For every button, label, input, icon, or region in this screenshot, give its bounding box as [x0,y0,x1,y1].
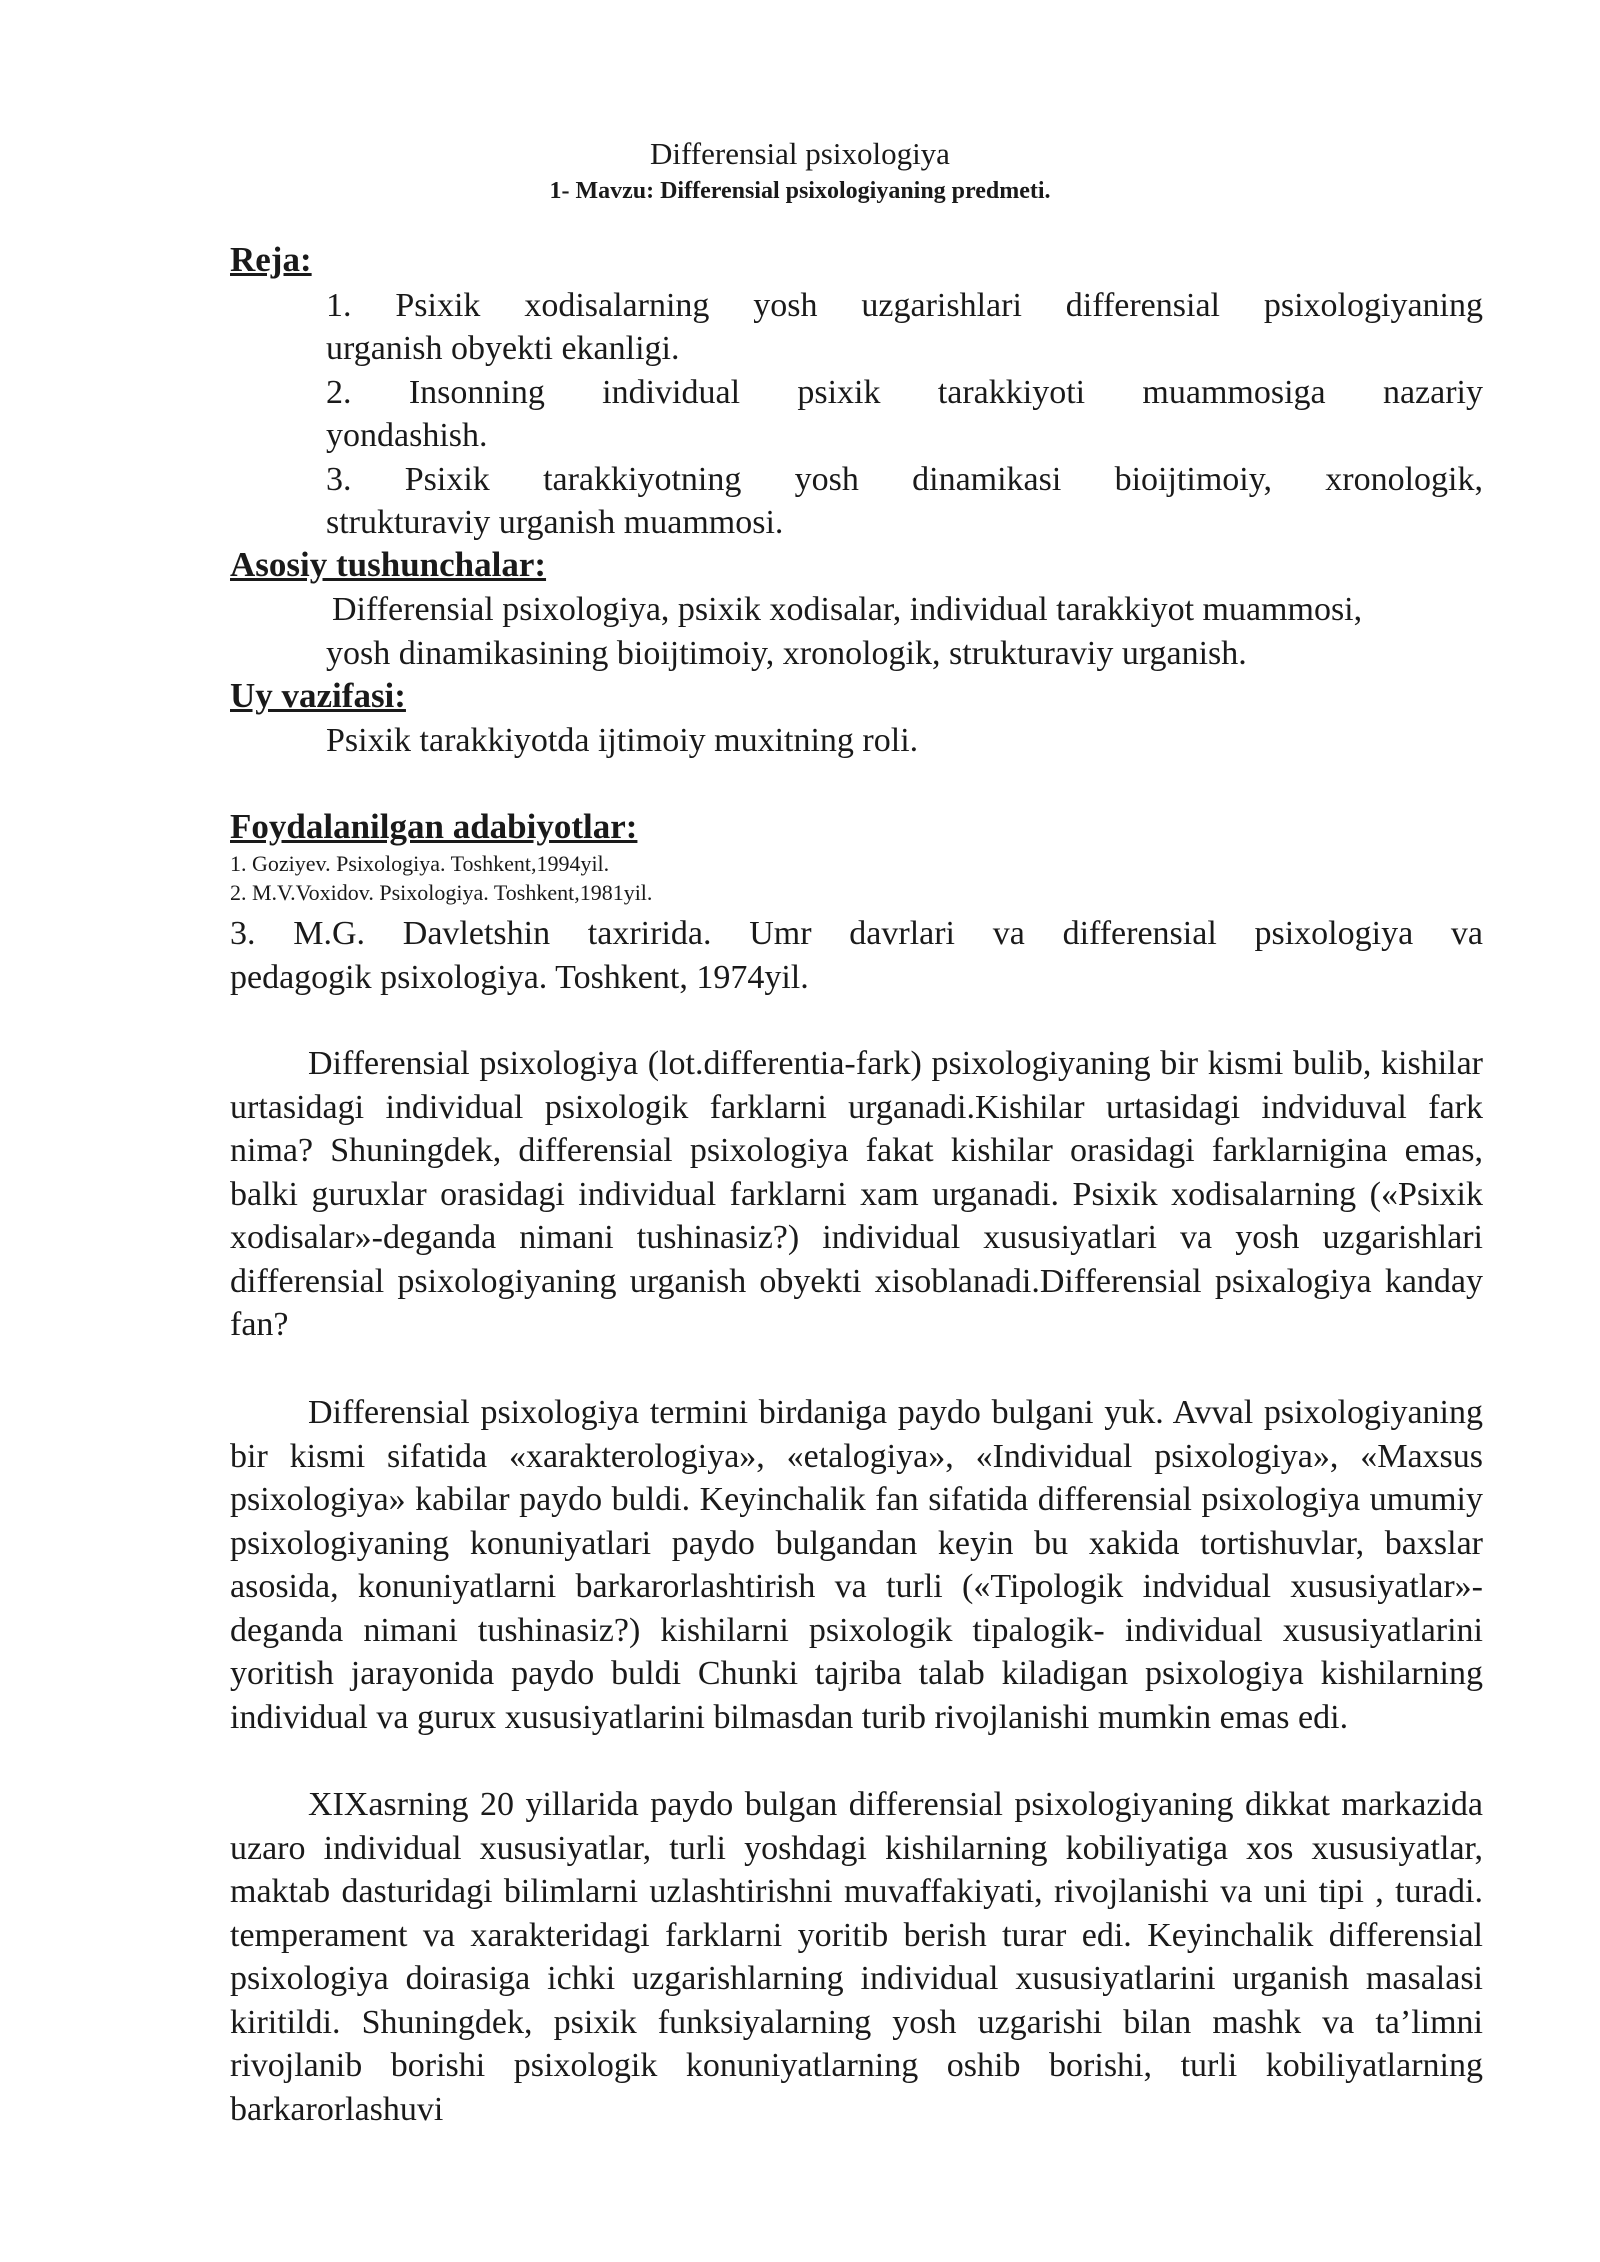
plan-heading: Reja: [230,240,312,279]
body-paragraph [230,1391,1483,1739]
plan-line: strukturaviy urganish muammosi. [326,504,784,541]
reference-item: 3. M.G. Davletshin taxririda. Umr davrlari va differensial psixologiya va [230,915,1483,952]
paragraph-text: Differensial psixologiya (lot.differentia-fark) psixologiyaning bir kismi bulib, kishilar urtasidagi individual psixologik farklarni urganadi.Kishilar urtasidagi indviduval fark nima? Shuningdek, differensial psixologiya fakat kishilar orasidagi farklarnigina emas, balki guruxlar orasidagi individual farklarni xam urganadi. Psixik xodisalarning («Psixik xodisalar»-deganda nimani tushinasiz?) individual xususiyatlari va yosh uzgarishlari differensial psixologiyaning urganish obyekti xisoblanadi.Differensial psixalogiya kanday fan? [230,1045,1483,1343]
concepts-line: yosh dinamikasining bioijtimoiy, xronologik, strukturaviy urganish. [326,635,1247,672]
plan-line: yondashish. [326,417,488,454]
body-paragraph [230,1783,1483,2131]
plan-line: urganish obyekti ekanligi. [326,330,680,367]
reference-item: 1. Goziyev. Psixologiya. Toshkent,1994yil. [230,851,610,876]
paragraph-text: XIXasrning 20 yillarida paydo bulgan differensial psixologiyaning dikkat markazida uzaro individual xususiyatlar, turli yoshdagi kishilarning kobiliyatiga xos xususiyatlar, maktab dasturidagi bilimlarni uzlashtirishni muvaffakiyati, rivojlanishi va uni tipi , turadi. temperament va xarakteridagi farklarni yoritib berish turar edi. Keyinchalik differensial psixologiya doirasiga ichki uzgarishlarning individual xususiyatlarini urganish masalasi kiritildi. Shuningdek, psixik funksiyalarning yosh uzgarishi bilan mashk va ta’limni rivojlanib borishi psixologik konuniyatlarning oshib borishi, turli kobiliyatlarning barkarorlashuvi [230,1786,1483,2128]
concepts-heading: Asosiy tushunchalar: [230,545,547,584]
plan-line: 3. Psixik tarakkiyotning yosh dinamikasi bioijtimoiy, xronologik, [326,461,1483,498]
concepts-line: Differensial psixologiya, psixik xodisalar, individual tarakkiyot muammosi, [332,591,1363,628]
paragraph-text: Differensial psixologiya termini birdaniga paydo bulgani yuk. Avval psixologiyaning bir kismi sifatida «xarakterologiya», «etalogiya», «Individual psixologiya», «Maxsus psixologiya» kabilar paydo buldi. Keyinchalik fan sifatida differensial psixologiya umumiy psixologiyaning konuniyatlari paydo bulgandan keyin bu xakida tortishuvlar, baxslar asosida, konuniyatlarni barkarorlashtirish va turli («Tipologik indvidual xususiyatlar»- deganda nimani tushinasiz?) kishilarni psixologik tipalogik- individual xususiyatlarini yoritish jarayonida paydo buldi Chunki tajriba talab kiladigan psixologiya kishilarning individual va gurux xususiyatlarini bilmasdan turib rivojlanishi mumkin emas edi. [230,1394,1483,1736]
reference-item: 2. M.V.Voxidov. Psixologiya. Toshkent,1981yil. [230,880,653,905]
homework-line: Psixik tarakkiyotda ijtimoiy muxitning roli. [326,722,919,759]
body-paragraph [230,1042,1483,1347]
reference-item: pedagogik psixologiya. Toshkent, 1974yil. [230,959,809,996]
plan-line: 1. Psixik xodisalarning yosh uzgarishlari differensial psixologiyaning [326,287,1483,324]
document-title: Differensial psixologiya [650,136,950,171]
references-heading: Foydalanilgan adabiyotlar: [230,807,638,846]
homework-heading: Uy vazifasi: [230,676,406,715]
document-subtitle: 1- Mavzu: Differensial psixologiyaning predmeti. [549,178,1051,204]
plan-line: 2. Insonning individual psixik tarakkiyoti muammosiga nazariy [326,374,1483,411]
